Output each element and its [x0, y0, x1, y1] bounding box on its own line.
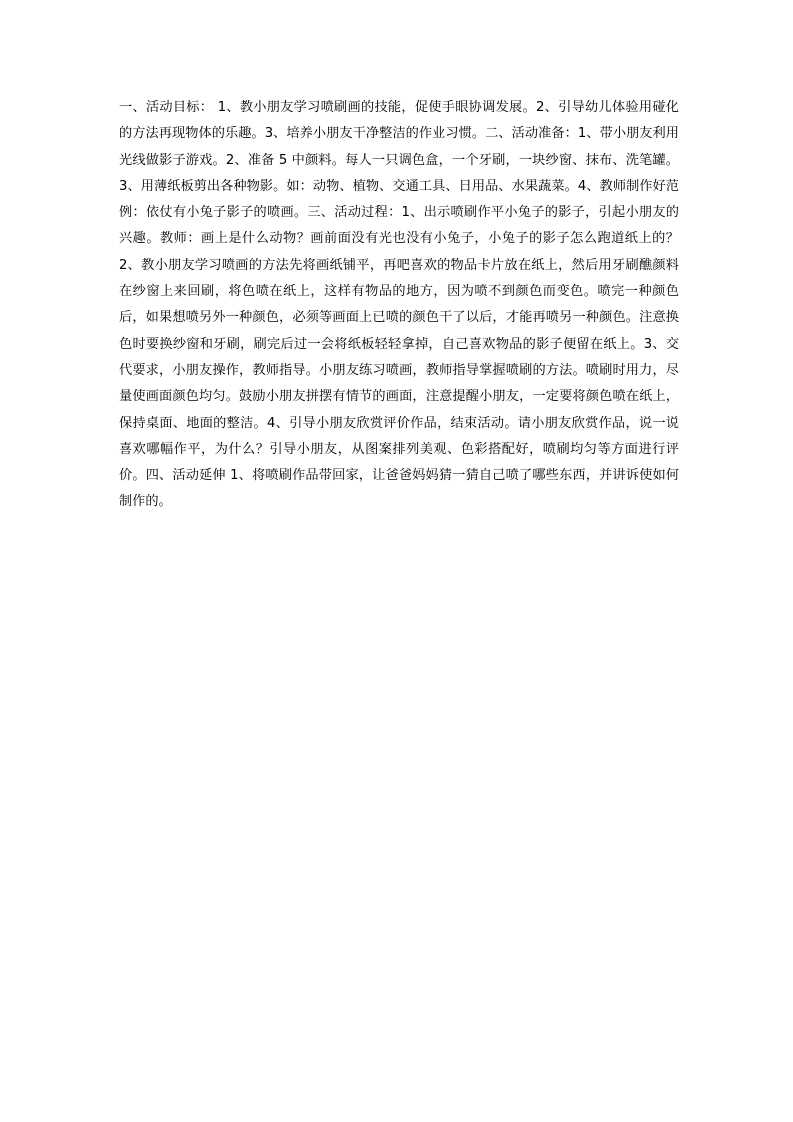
body-paragraph: 一、活动目标： 1、教小朋友学习喷刷画的技能，促使手眼协调发展。2、引导幼儿体验用碰化的方法再现物体的乐趣。3、培养小朋友干净整洁的作业习惯。二、活动准备：1、带小朋友利用光线做影子游戏。2、准备 5 中颜料。每人一只调色盒，一个牙刷，一块纱窗、抹布、洗笔罐。3、用薄纸板剪出各种物影。如：动物、植物、交通工具、日用品、水果蔬菜。4、教师制作好范例：依仗有小兔子影子的喷画。三、活动过程：1、出示喷刷作平小兔子的影子，引起小朋友的兴趣。教师：画上是什么动物？画前面没有光也没有小兔子，小兔子的影子怎么跑道纸上的？2、教小朋友学习喷画的方法先将画纸铺平，再吧喜欢的物品卡片放在纸上，然后用牙刷醮颜料在纱窗上来回刷，将色喷在纸上，这样有物品的地方，因为喷不到颜色而变色。喷完一种颜色后，如果想喷另外一种颜色，必须等画面上已喷的颜色干了以后，才能再喷另一种颜色。注意换色时要换纱窗和牙刷，刷完后过一会将纸板轻轻拿掉，自己喜欢物品的影子便留在纸上。3、交代要求，小朋友操作，教师指导。小朋友练习喷画，教师指导掌握喷刷的方法。喷刷时用力，尽量使画面颜色均匀。鼓励小朋友拼摆有情节的画面，注意提醒小朋友，一定要将颜色喷在纸上，保持桌面、地面的整洁。4、引导小朋友欣赏评价作品，结束活动。请小朋友欣赏作品，说一说喜欢哪幅作平，为什么？引导小朋友，从图案排列美观、色彩搭配好，喷刷均匀等方面进行评价。四、活动延伸 1、将喷刷作品带回家，让爸爸妈妈猜一猜自己喷了哪些东西，并讲诉使如何制作的。 — [119, 100, 679, 510]
